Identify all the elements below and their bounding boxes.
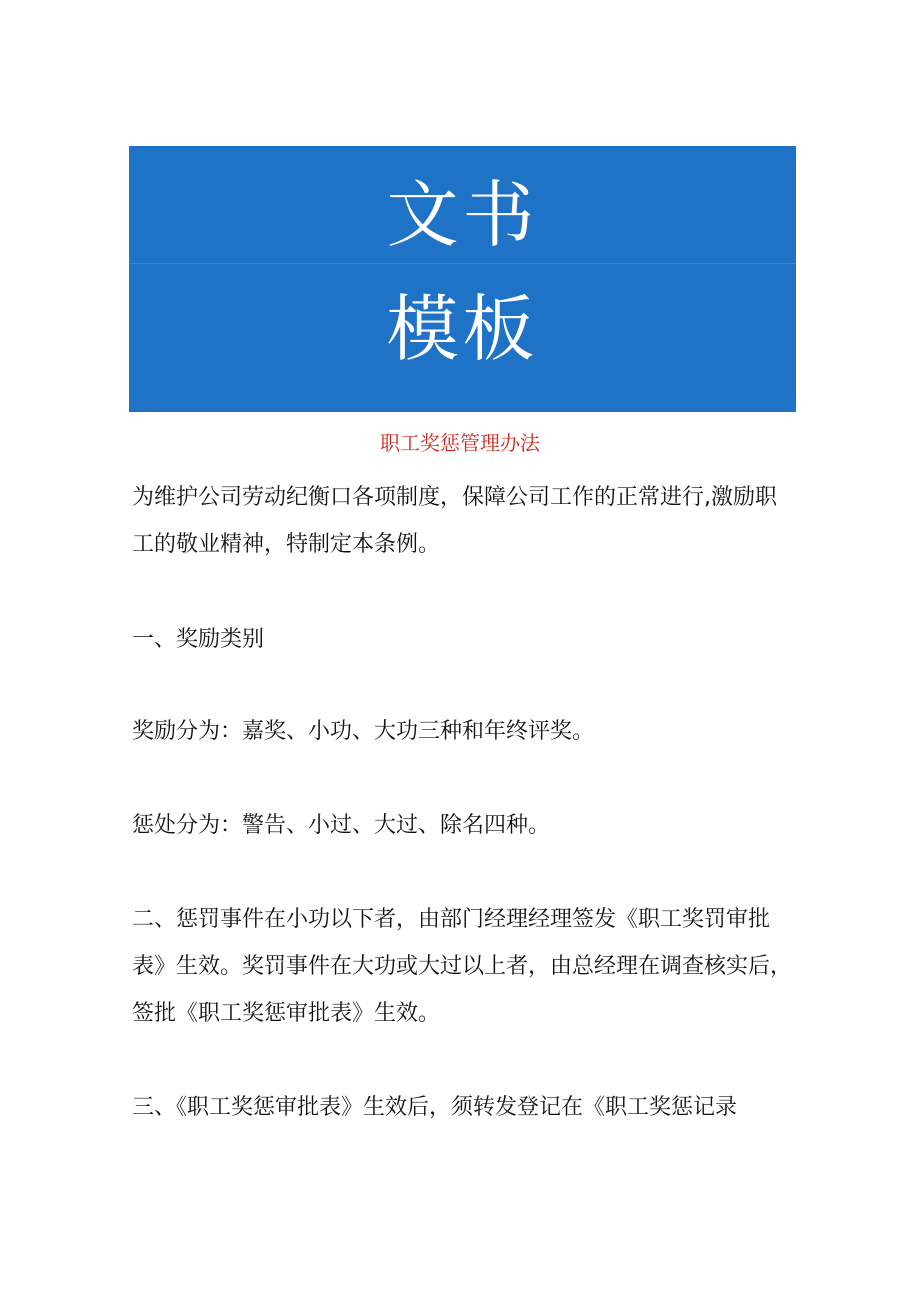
banner-line-1: 文书 xyxy=(386,173,539,257)
punishment-types-paragraph: 惩处分为：警告、小过、大过、除名四种。 xyxy=(132,813,551,838)
section-1-heading: 一、奖励类别 xyxy=(132,627,265,652)
document-title: 职工奖惩管理办法 xyxy=(380,431,540,455)
section-2-paragraph: 二、惩罚事件在小功以下者，由部门经理经理签发《职工奖罚审批表》生效。奖罚事件在大功或大过以上者，由总经理在调查核实后，签批《职工奖惩审批表》生效。 xyxy=(132,907,793,1026)
banner-divider xyxy=(129,263,796,264)
intro-paragraph: 为维护公司劳动纪衡口各项制度，保障公司工作的正常进行,激励职工的敬业精神，特制定本条例。 xyxy=(132,485,777,557)
section-3-paragraph: 三、《职工奖惩审批表》生效后，须转发登记在《职工奖惩记录 xyxy=(132,1095,738,1120)
banner-line-2: 模板 xyxy=(386,287,539,371)
reward-types-paragraph: 奖励分为：嘉奖、小功、大功三种和年终评奖。 xyxy=(132,719,595,744)
cover-banner xyxy=(129,146,796,412)
